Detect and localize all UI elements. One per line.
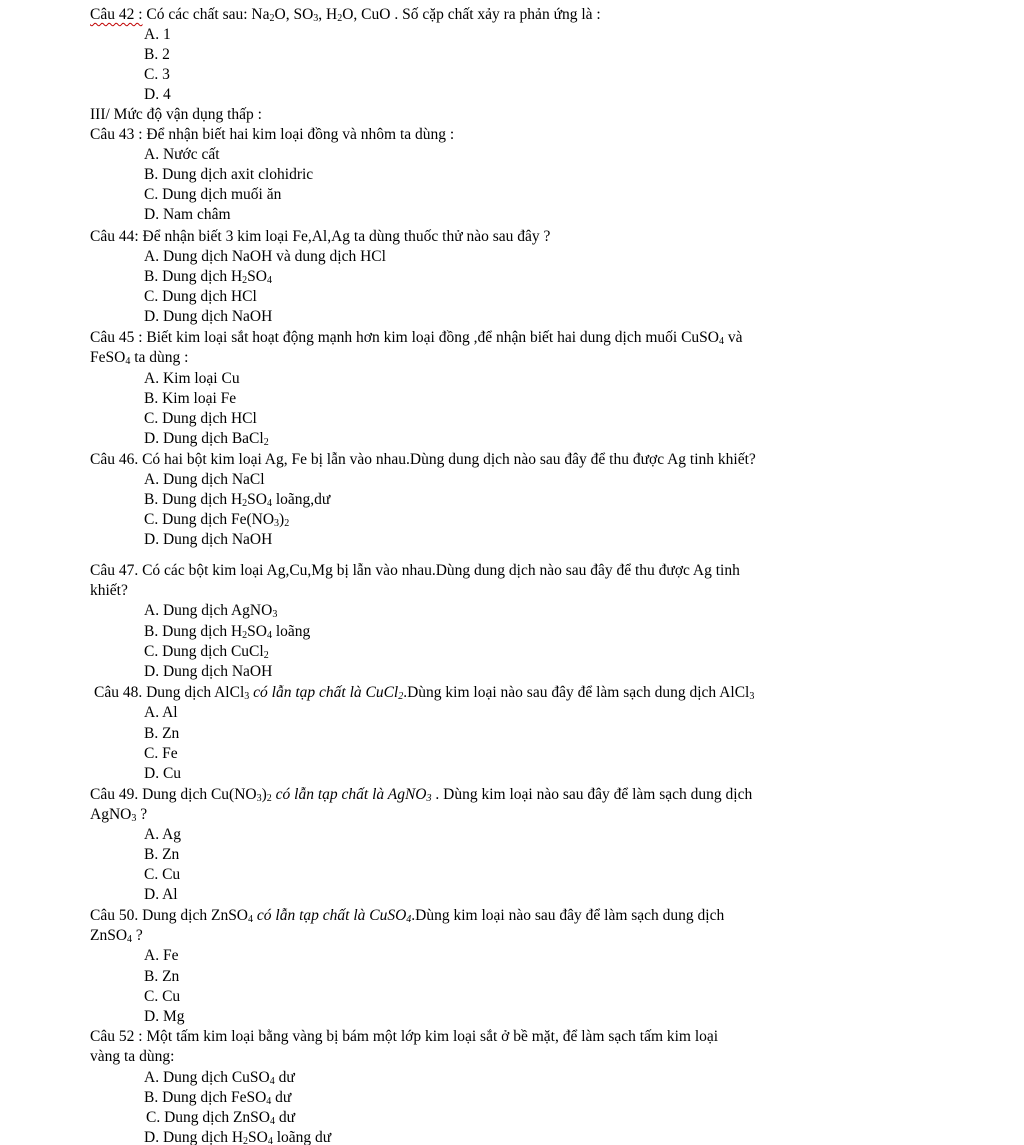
q46-text: SO [247, 491, 267, 508]
q48-sub: 2 [398, 691, 404, 702]
q44-question: Câu 44: Để nhận biết 3 kim loại Fe,Al,Ag ta dùng thuốc thử nào sau đây ? [90, 228, 551, 245]
q45-option-c: C. Dung dịch HCl [144, 410, 257, 427]
q52-text: dư [275, 1109, 296, 1126]
q47-text: C. Dung dịch CuCl [144, 643, 264, 660]
q52-sub: 2 [243, 1136, 249, 1145]
q50-question-line2 [90, 927, 874, 947]
q52-option-c [146, 1109, 874, 1129]
q45-option-d-text: D. Dung dịch BaCl [144, 430, 264, 447]
q48-option-c: C. Fe [144, 745, 178, 762]
q49-option-d: D. Al [144, 886, 178, 903]
q49-option-c: C. Cu [144, 866, 181, 883]
q49-text: Câu 49. Dung dịch Cu(NO [90, 786, 257, 803]
q44-option-a: A. Dung dịch NaOH và dung dịch HCl [144, 248, 386, 265]
q46-option-c [144, 511, 874, 531]
q47-question-line1: Câu 47. Có các bột kim loại Ag,Cu,Mg bị lẫn vào nhau.Dùng dung dịch nào sau đây để thu được Ag tinh [90, 562, 740, 579]
q47-sub: 4 [267, 630, 272, 641]
q47-sub: 2 [242, 630, 248, 641]
q46-option-d: D. Dung dịch NaOH [144, 531, 273, 548]
q42-option-a: A. 1 [144, 26, 171, 43]
q52-text: SO [248, 1129, 268, 1145]
q47-option-d: D. Dung dịch NaOH [144, 663, 273, 680]
q47-sub: 3 [272, 609, 278, 620]
q46-sub: 2 [242, 498, 248, 509]
q47-text: A. Dung dịch AgNO [144, 602, 273, 619]
q52-sub: 4 [269, 1076, 275, 1087]
q52-text: loãng dư [272, 1129, 332, 1145]
q47-option-b [144, 623, 874, 643]
q52-text: A. Dung dịch CuSO [144, 1069, 270, 1086]
q48-option-d: D. Cu [144, 765, 182, 782]
q49-question-line2 [90, 806, 874, 826]
q52-option-a [144, 1069, 874, 1089]
q46-option-a: A. Dung dịch NaCl [144, 471, 265, 488]
q43-option-b: B. Dung dịch axit clohidric [144, 166, 314, 183]
q50-text-italic: có lẫn tạp chất là CuSO [253, 907, 407, 924]
q42-text-a: Có các chất sau: Na [146, 6, 270, 23]
q45-sub: 4 [125, 356, 131, 367]
q45-text: ta dùng : [130, 349, 189, 366]
q49-sub: 2 [266, 793, 272, 804]
q44-option-b [144, 268, 874, 288]
q44-option-b-tail: SO [247, 268, 267, 285]
q44-sub: 2 [242, 275, 248, 286]
q46-sub: 4 [267, 498, 272, 509]
q49-sub: 3 [256, 793, 262, 804]
q50-sub: 4 [248, 914, 254, 925]
q48-text-italic: có lẫn tạp chất là CuCl [249, 684, 399, 701]
q45-question-line1 [90, 329, 874, 349]
q49-sub: 3 [131, 813, 137, 824]
q48-text: Câu 48. Dung dịch AlCl [94, 684, 245, 701]
q42-option-c: C. 3 [144, 66, 170, 83]
q52-sub: 4 [270, 1116, 275, 1127]
q48-option-a: A. Al [144, 704, 178, 721]
q50-question-line1 [90, 907, 874, 927]
q47-question-line2: khiết? [90, 582, 128, 599]
q52-text: dư [274, 1069, 295, 1086]
q42-sub: 3 [313, 13, 319, 24]
q50-text: ? [132, 927, 143, 944]
q50-option-b: B. Zn [144, 968, 180, 985]
q42-option-d: D. 4 [144, 86, 171, 103]
q42-text-d: O, CuO . Số cặp chất xảy ra phản ứng là : [342, 6, 601, 23]
q50-option-a: A. Fe [144, 947, 179, 964]
q49-text: . Dùng kim loại nào sau đây để làm sạch dung dịch [431, 786, 753, 803]
q52-question-line1: Câu 52 : Một tấm kim loại bằng vàng bị bám một lớp kim loại sắt ở bề mặt, để làm sạch tấm kim loại [90, 1028, 719, 1045]
q43-question: Câu 43 : Để nhận biết hai kim loại đồng và nhôm ta dùng : [90, 126, 455, 143]
q48-sub: 3 [749, 691, 755, 702]
q45-option-a: A. Kim loại Cu [144, 370, 240, 387]
q52-text: C. Dung dịch ZnSO [146, 1109, 270, 1126]
q43-option-d: D. Nam châm [144, 206, 231, 223]
q50-text: ZnSO [90, 927, 128, 944]
q52-sub: 4 [266, 1096, 272, 1107]
q52-question-line2: vàng ta dùng: [90, 1048, 175, 1065]
q48-text: .Dùng kim loại nào sau đây để làm sạch dung dịch AlCl [403, 684, 750, 701]
q49-text: AgNO [90, 806, 132, 823]
q46-option-b [144, 491, 874, 511]
q45-sub: 4 [719, 336, 724, 347]
q45-text: FeSO [90, 349, 126, 366]
q46-sub: 3 [274, 518, 280, 529]
q47-text: B. Dung dịch H [144, 623, 243, 640]
q43-option-a: A. Nước cất [144, 146, 220, 163]
q50-text: Câu 50. Dung dịch ZnSO [90, 907, 249, 924]
q50-sub: 4 [127, 934, 133, 945]
q45-option-b: B. Kim loại Fe [144, 390, 237, 407]
q42-option-b: B. 2 [144, 46, 170, 63]
q44-option-d: D. Dung dịch NaOH [144, 308, 273, 325]
q49-option-b: B. Zn [144, 846, 180, 863]
q46-sub: 2 [284, 518, 290, 529]
q46-text: C. Dung dịch Fe(NO [144, 511, 275, 528]
q45-option-d [144, 430, 874, 450]
q49-question-line1 [90, 786, 874, 806]
q44-option-c: C. Dung dịch HCl [144, 288, 257, 305]
q49-text: ? [136, 806, 148, 823]
q47-option-a [144, 602, 874, 622]
q48-sub: 3 [244, 691, 250, 702]
q52-text: dư [271, 1089, 292, 1106]
q45-sub: 2 [263, 437, 269, 448]
q52-sub: 4 [267, 1136, 273, 1145]
q45-text: và [724, 329, 743, 346]
q46-text: ) [279, 511, 285, 528]
q47-text: SO [247, 623, 267, 640]
q48-option-b: B. Zn [144, 725, 180, 742]
section-heading: III/ Mức độ vận dụng thấp : [90, 106, 262, 123]
q44-option-b-text: B. Dung dịch H [144, 268, 243, 285]
q42-sub: 2 [337, 13, 343, 24]
q50-option-c: C. Cu [144, 988, 181, 1005]
q49-text-italic: có lẫn tạp chất là AgNO [271, 786, 427, 803]
q50-text: .Dùng kim loại nào sau đây để làm sạch dung dịch [411, 907, 725, 924]
q42-text-b: O, SO [274, 6, 314, 23]
q49-option-a: A. Ag [144, 826, 182, 843]
q49-text: ) [261, 786, 267, 803]
q44-sub: 4 [267, 275, 272, 286]
q52-option-d [144, 1129, 874, 1145]
q42-label: Câu 42 : [90, 6, 143, 23]
q50-option-d: D. Mg [144, 1008, 185, 1025]
q42-sub: 2 [269, 13, 275, 24]
q49-sub: 3 [426, 793, 432, 804]
q52-text: D. Dung dịch H [144, 1129, 244, 1145]
q47-text: loãng [272, 623, 311, 640]
q47-sub: 2 [263, 650, 269, 661]
q50-sub: 4 [406, 914, 412, 925]
q47-option-c [144, 643, 874, 663]
q52-text: B. Dung dịch FeSO [144, 1089, 267, 1106]
q45-text: Câu 45 : Biết kim loại sắt hoạt động mạnh hơn kim loại đồng ,để nhận biết hai dung dịch muối CuSO [90, 329, 719, 346]
q46-question: Câu 46. Có hai bột kim loại Ag, Fe bị lẫn vào nhau.Dùng dung dịch nào sau đây để thu được Ag tinh khiết? [90, 451, 756, 468]
q46-text: loãng,dư [272, 491, 331, 508]
q45-question-line2 [90, 349, 874, 369]
q52-option-b [144, 1089, 874, 1109]
q42-question [90, 6, 874, 26]
q43-option-c: C. Dung dịch muối ăn [144, 186, 282, 203]
q48-question [94, 684, 874, 704]
q46-text: B. Dung dịch H [144, 491, 243, 508]
q42-text-c: , H [318, 6, 338, 23]
